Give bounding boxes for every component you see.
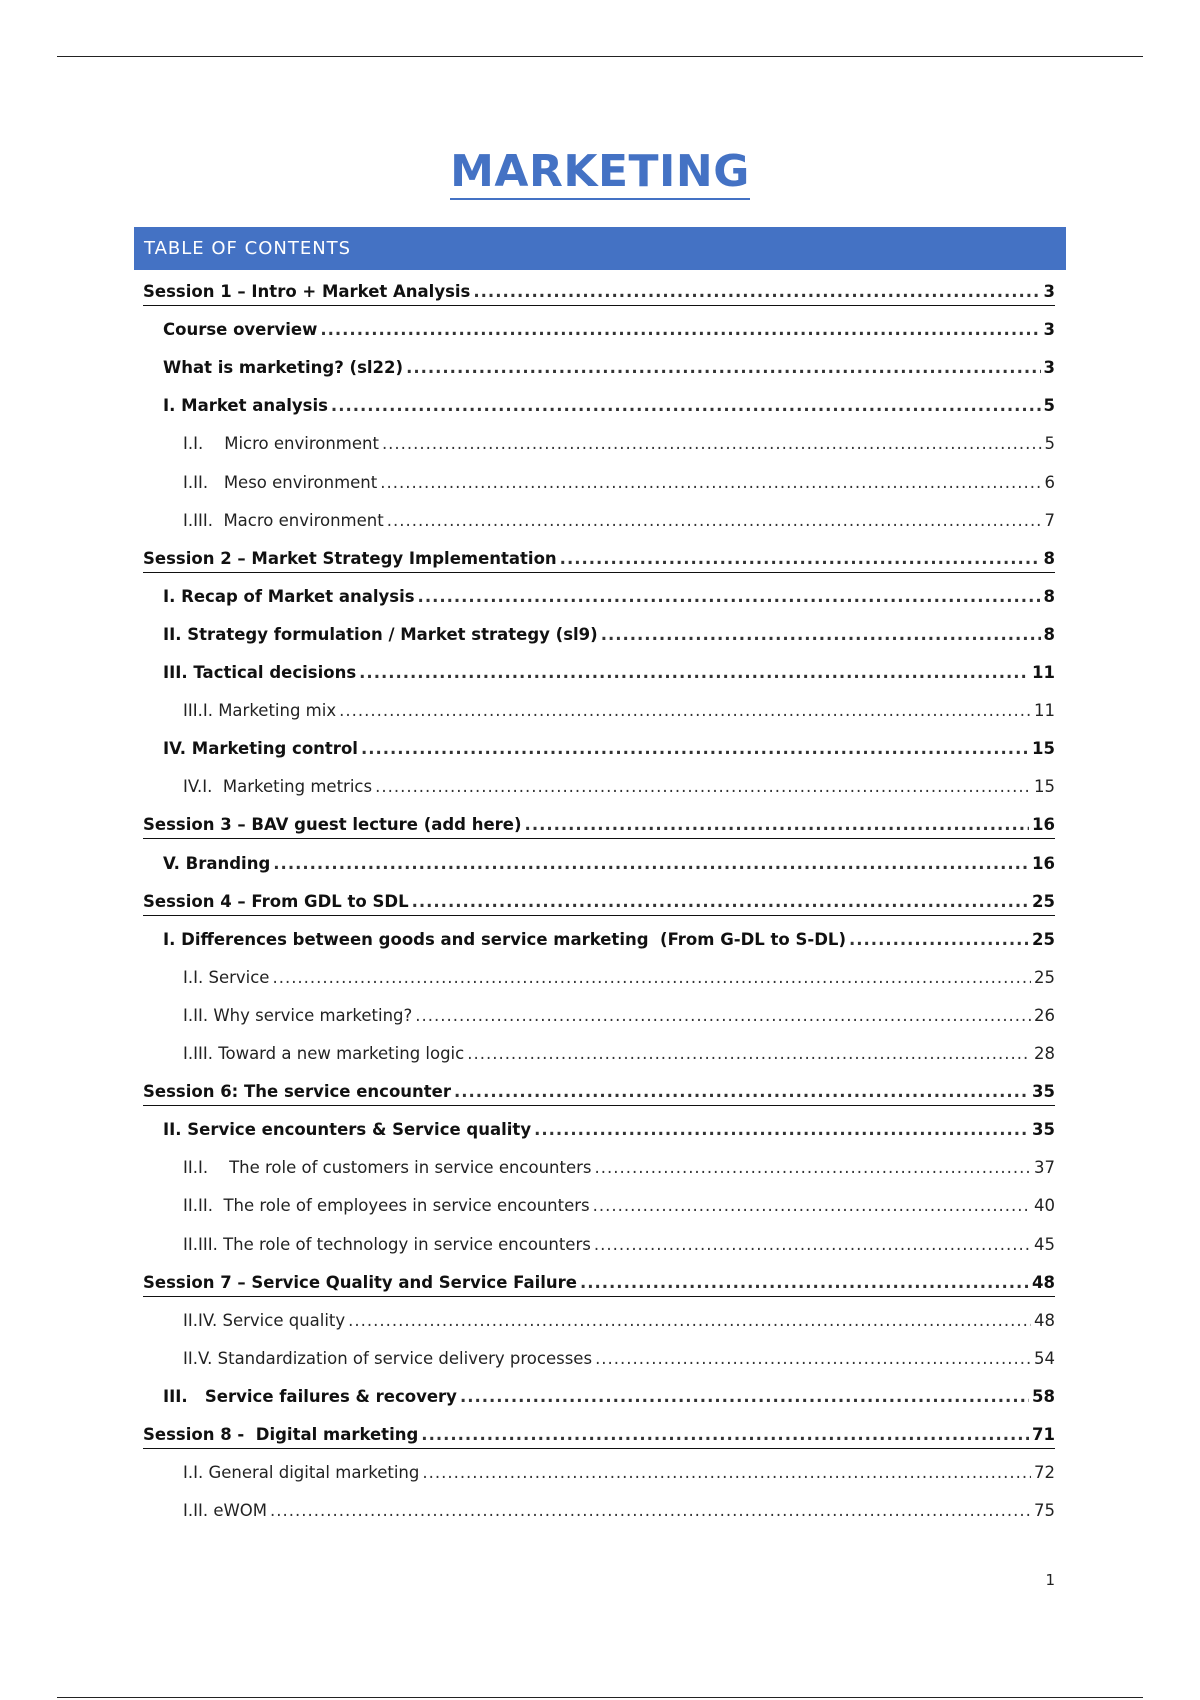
toc-entry-level-1[interactable] [143,547,1055,573]
toc-entry-page: 15 [1032,739,1055,759]
toc-leader-dots [320,318,1040,342]
toc-entry-level-3[interactable] [183,1309,1055,1333]
toc-entry-level-1[interactable] [143,1080,1055,1106]
toc-leader-dots [473,280,1040,304]
toc-entry-level-3[interactable] [183,509,1055,533]
toc-leader-dots [406,356,1040,380]
toc-leader-dots [560,547,1041,571]
toc-entry-label: Session 4 – From GDL to SDL [143,891,409,911]
toc-entry-page: 26 [1034,1005,1055,1025]
toc-entry-label: II.III. The role of technology in service encounters [183,1234,591,1254]
toc-entry-label: I.III. Toward a new marketing logic [183,1044,465,1063]
toc-entry-label: I. Recap of Market analysis [163,586,415,606]
toc-entry-page: 54 [1034,1348,1055,1368]
toc-entry-level-3[interactable] [183,471,1055,495]
toc-entry-page: 3 [1043,282,1055,301]
toc-entry-page: 71 [1032,1425,1055,1444]
toc-entry-page: 11 [1032,663,1055,682]
toc-entry-label: I. Differences between goods and service marketing (From G-DL to S-DL) [163,929,846,949]
toc-entry-page: 48 [1032,1272,1055,1292]
toc-entry-label: II. Service encounters & Service quality [163,1120,532,1140]
toc-entry-level-2[interactable] [163,661,1055,685]
toc-entry-label: What is marketing? (sl22) [163,358,404,378]
toc-leader-dots [387,509,1042,533]
toc-leader-dots [421,1423,1029,1447]
toc-entry-label: IV.I. Marketing metrics [183,777,373,797]
toc-leader-dots [593,1194,1031,1218]
toc-entry-level-3[interactable] [183,966,1055,990]
toc-entry-label: Session 8 - Digital marketing [143,1425,419,1444]
toc-leader-dots [460,1385,1029,1409]
toc-leader-dots [380,471,1041,495]
toc-entry-page: 5 [1044,434,1055,454]
toc-leader-dots [454,1080,1029,1104]
toc-entry-page: 48 [1034,1310,1055,1330]
toc-entry-level-1[interactable] [143,813,1055,839]
toc-entry-page: 25 [1034,967,1055,987]
toc-entry-page: 75 [1034,1501,1055,1521]
toc-entry-page: 45 [1034,1234,1055,1254]
toc-leader-dots [331,394,1041,418]
top-rule [57,56,1143,57]
toc-entry-label: III. Service failures & recovery [163,1386,457,1406]
toc-leader-dots [422,1461,1031,1485]
toc-entry-level-2[interactable] [163,1385,1055,1409]
toc-entry-level-3[interactable] [183,1004,1055,1028]
toc-entry-label: Session 1 – Intro + Market Analysis [143,282,471,301]
document-title-text: MARKETING [450,147,750,200]
toc-entry-label: I.II. Why service marketing? [183,1005,413,1025]
toc-entry-level-3[interactable] [183,1499,1055,1523]
toc-entry-label: I.I. General digital marketing [183,1463,420,1483]
document-title [0,146,1200,200]
toc-leader-dots [270,1499,1031,1523]
toc-entry-level-3[interactable] [183,775,1055,799]
toc-entry-label: II.V. Standardization of service delivery processes [183,1348,593,1368]
toc-entry-level-1[interactable] [143,280,1055,306]
toc-entry-level-3[interactable] [183,1233,1055,1257]
toc-leader-dots [580,1271,1029,1295]
toc-leader-dots [595,1347,1031,1371]
toc-leader-dots [375,775,1031,799]
toc-leader-dots [595,1156,1031,1180]
toc-entry-label: I.I. Service [183,967,270,987]
toc-entry-label: I. Market analysis [163,396,328,416]
toc-entry-label: Session 7 – Service Quality and Service Failure [143,1272,577,1292]
toc-entry-label: I.II. Meso environment [183,472,378,492]
toc-entry-level-1[interactable] [143,890,1055,916]
toc-entry-label: II.I. The role of customers in service encounters [183,1158,592,1178]
toc-entry-page: 3 [1043,320,1055,340]
toc-entry-label: V. Branding [163,853,271,873]
toc-leader-dots [418,585,1041,609]
toc-entry-level-3[interactable] [183,1461,1055,1485]
toc-entry-page: 37 [1034,1158,1055,1178]
toc-entry-page: 15 [1034,777,1055,797]
toc-entry-page: 35 [1032,1082,1055,1102]
toc-entry-label: II.II. The role of employees in service encounters [183,1196,590,1216]
toc-entry-page: 35 [1032,1120,1055,1140]
toc-entry-page: 3 [1043,358,1055,378]
toc-entry-level-3[interactable] [183,1347,1055,1371]
toc-entry-label: II.IV. Service quality [183,1310,346,1330]
toc-entry-label: IV. Marketing control [163,739,358,759]
toc-entry-level-1[interactable] [143,1423,1055,1449]
toc-entry-label: III.I. Marketing mix [183,701,337,721]
toc-leader-dots [467,1042,1031,1066]
toc-entry-page: 11 [1034,701,1055,721]
toc-leader-dots [534,1118,1029,1142]
toc-entry-level-2[interactable] [163,394,1055,418]
toc-entry-level-2[interactable] [163,585,1055,609]
toc-entry-page: 8 [1043,624,1055,644]
toc-entry-label: III. Tactical decisions [163,663,357,682]
toc-entry-level-2[interactable] [163,928,1055,952]
toc-entry-level-3[interactable] [183,699,1055,723]
toc-entry-page: 8 [1043,548,1055,568]
toc-entry-label: Session 3 – BAV guest lecture (add here) [143,815,522,835]
toc-header-text: TABLE OF CONTENTS [144,238,352,259]
toc-entry-page: 28 [1034,1044,1055,1063]
toc-entry-label: Session 6: The service encounter [143,1082,451,1102]
toc-entry-page: 16 [1032,853,1055,873]
toc-leader-dots [348,1309,1031,1333]
toc-header-bar [134,227,1066,270]
toc-leader-dots [525,813,1029,837]
toc-entry-level-2[interactable] [163,356,1055,380]
page-number: 1 [1045,1571,1055,1589]
toc-leader-dots [412,890,1029,914]
toc-entry-page: 72 [1034,1463,1055,1483]
toc-leader-dots [272,966,1031,990]
toc-entry-level-2[interactable] [163,623,1055,647]
toc-leader-dots [339,699,1031,723]
toc-leader-dots [601,623,1041,647]
toc-entry-page: 7 [1044,510,1055,530]
toc-entry-page: 8 [1043,586,1055,606]
toc-entry-level-3[interactable] [183,1194,1055,1218]
toc-entry-label: Course overview [163,320,318,340]
toc-entry-level-3[interactable] [183,1156,1055,1180]
toc-entry-page: 25 [1032,929,1055,949]
toc-entry-level-3[interactable] [183,1042,1055,1066]
toc-entry-page: 6 [1044,472,1055,492]
toc-entry-level-3[interactable] [183,432,1055,456]
toc-entry-label: I.III. Macro environment [183,510,384,530]
toc-entry-label: Session 2 – Market Strategy Implementation [143,548,557,568]
toc-entry-page: 40 [1034,1196,1055,1216]
toc-entry-page: 25 [1032,891,1055,911]
toc-entry-level-2[interactable] [163,852,1055,876]
toc-entry-label: II. Strategy formulation / Market strategy (sl9) [163,624,598,644]
toc-leader-dots [273,852,1029,876]
toc-entry-label: I.II. eWOM [183,1501,268,1521]
toc-entry-page: 16 [1032,815,1055,835]
toc-entry-level-2[interactable] [163,1118,1055,1142]
toc-entry-level-2[interactable] [163,318,1055,342]
toc-entry-label: I.I. Micro environment [183,434,379,454]
toc-entry-level-2[interactable] [163,737,1055,761]
toc-leader-dots [415,1004,1031,1028]
toc-entry-level-1[interactable] [143,1271,1055,1297]
toc-leader-dots [594,1233,1031,1257]
bottom-rule [57,1697,1143,1698]
toc-leader-dots [359,661,1029,685]
toc-leader-dots [361,737,1029,761]
toc-entry-page: 58 [1032,1386,1055,1406]
toc-leader-dots [849,928,1029,952]
toc-leader-dots [382,432,1042,456]
toc-entry-page: 5 [1043,396,1055,416]
